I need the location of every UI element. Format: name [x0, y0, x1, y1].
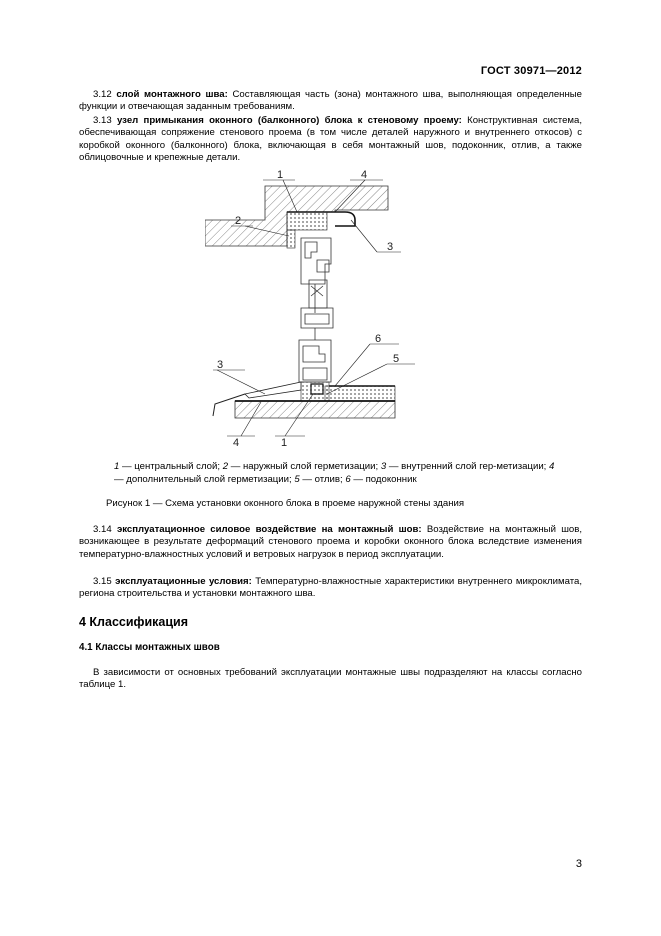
page-number: 3: [575, 858, 582, 870]
legend-text: — внутренний слой гер-метизации;: [386, 461, 550, 472]
callout-label: 5: [393, 353, 400, 365]
legend-number: 2: [222, 461, 229, 472]
upper-wall: [205, 186, 388, 248]
clause-3-15: [79, 576, 582, 601]
callout-label: 3: [387, 241, 394, 253]
legend-text: — дополнительный слой герметизации;: [114, 473, 295, 485]
clause-3-13: [79, 115, 582, 165]
clause-3-14: [79, 524, 582, 561]
legend-number: 6: [345, 473, 351, 485]
legend-text: — подоконник: [350, 473, 417, 485]
callout-label: 1: [277, 169, 284, 181]
legend-number: 5: [294, 473, 300, 485]
clause-number: 3.13: [93, 115, 112, 126]
paragraph-text: В зависимости от основных требований эксплуатации монтажные швы подразделяют на классы согласно таблице 1.: [79, 667, 582, 691]
legend-number: 4: [549, 461, 555, 472]
callout-label: 4: [233, 437, 240, 448]
legend-text: — наружный слой герметизации;: [228, 461, 381, 472]
clause-text: Температурно-влажностные характеристики внутреннего микроклимата, региона строительства и установки монтажного шва.: [79, 576, 582, 600]
document-header: ГОСТ 30971—2012: [480, 65, 582, 77]
clause-term: эксплуатационные условия:: [115, 576, 252, 587]
clause-4-1-text: [79, 667, 582, 692]
subsection-heading: 4.1 Классы монтажных швов: [79, 642, 220, 653]
callout-label: 6: [375, 333, 382, 345]
clause-number: 3.14: [93, 524, 112, 535]
clause-term: узел примыкания оконного (балконного) блока к стеновому проему:: [116, 115, 462, 126]
clause-text: Воздействие на монтажный шов, возникающее в результате деформаций стенового проема и коробки оконного блока вследствие изменения температурно-влажностных условий и ветровых нагрузок в период эксплуатации.: [79, 524, 582, 560]
window-frame: [299, 238, 333, 382]
callout-label: 1: [281, 437, 288, 448]
clause-term: эксплуатационное силовое воздействие на монтажный шов:: [116, 524, 422, 535]
clause-number: 3.15: [93, 576, 112, 587]
callout-label: 4: [361, 169, 368, 181]
clause-text: Составляющая часть (зона) монтажного шва, выполняющая определенные функции и отвечающая заданным требованиям.: [79, 89, 582, 113]
window-installation-diagram: [205, 168, 427, 448]
callout-label: 3: [217, 359, 224, 371]
clause-number: 3.12: [93, 89, 112, 100]
legend-text: — центральный слой;: [119, 461, 223, 472]
section-heading: 4 Классификация: [79, 615, 189, 629]
lower-wall: [213, 382, 395, 418]
legend-number: 3: [380, 461, 387, 472]
clause-term: слой монтажного шва:: [116, 89, 228, 100]
callout-label: 2: [235, 215, 242, 227]
clause-3-12: [79, 89, 582, 114]
clause-text: Конструктивная система, обеспечивающая сопряжение стенового проема (в том числе деталей наружного и внутреннего откосов) с коробкой оконного (балконного) блока, включающая в себя монтажный шов, подоконник, отлив, а также облицовочные и крепежные детали.: [79, 115, 582, 164]
figure-legend: [114, 461, 564, 487]
legend-text: — отлив;: [299, 473, 346, 485]
legend-number: 1: [114, 461, 120, 472]
figure-caption: Рисунок 1 — Схема установки оконного блока в проеме наружной стены здания: [106, 498, 465, 509]
